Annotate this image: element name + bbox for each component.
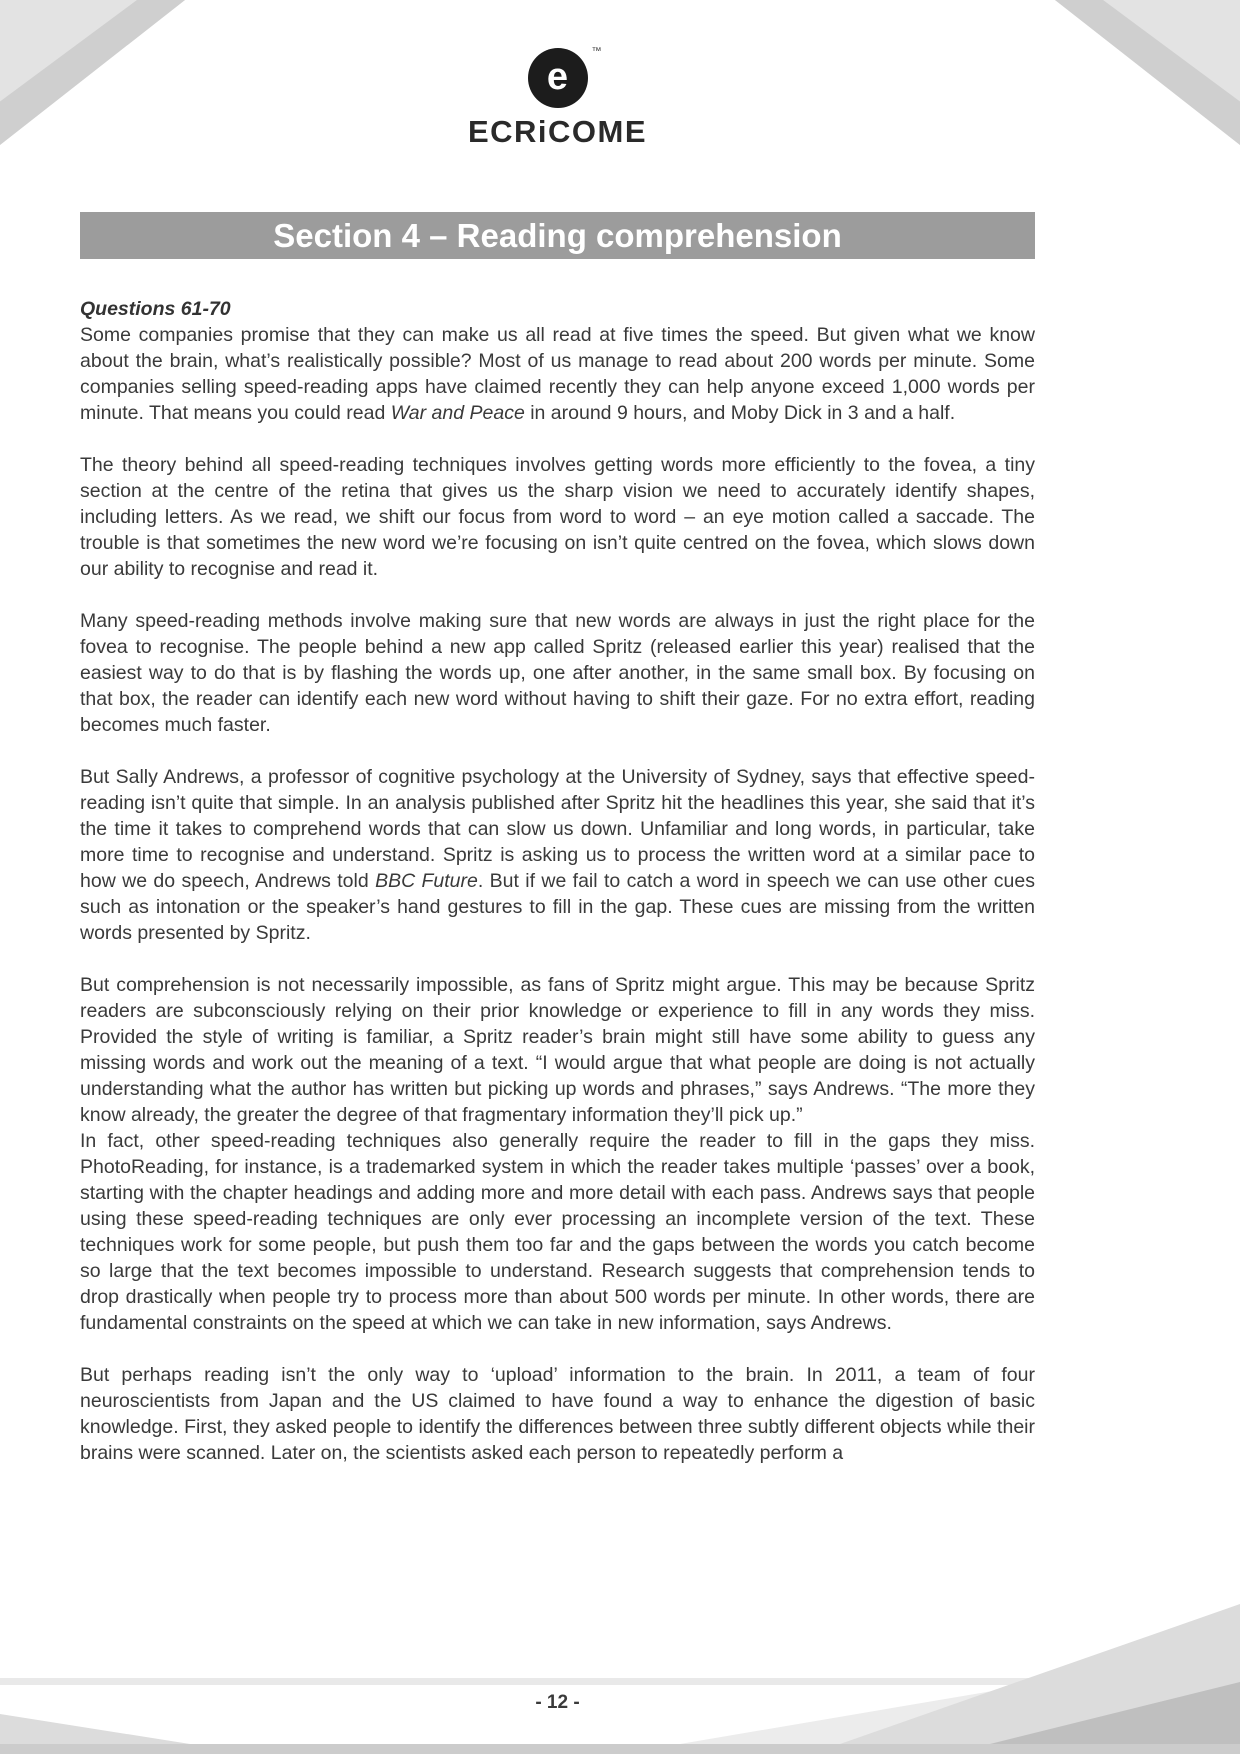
passage-paragraph: The theory behind all speed-reading techniques involves getting words more efficiently to the fovea, a tiny section at the centre of the retina that gives us the sharp vision we need to accurately identify shapes, including letters. As we read, we shift our focus from word to word – an eye motion called a saccade. The trouble is that sometimes the new word we’re focusing on isn’t quite centred on the fovea, which slows down our ability to recognise and read it.: [80, 454, 1035, 580]
passage-paragraph: But comprehension is not necessarily impossible, as fans of Spritz might argue. This may be because Spritz readers are subconsciously relying on their prior knowledge or experience to fill in any words they miss. Provided the style of writing is familiar, a Spritz reader’s brain might still have some ability to guess any missing words and work out the meaning of a text. “I would argue that what people are doing is not actually understanding what the author has written but picking up words and phrases,” says Andrews. “The more they know already, the greater the degree of that fragmentary information they’ll pick up.”: [80, 974, 1035, 1126]
questions-label: Questions 61-70: [80, 298, 231, 320]
page-number: - 12 -: [535, 1692, 580, 1713]
trademark-mark: ™: [591, 46, 602, 57]
ecricome-logo-icon: [528, 46, 602, 108]
passage-paragraph: But perhaps reading isn’t the only way to ‘upload’ information to the brain. In 2011, a team of four neuroscientists from Japan and the US claimed to have found a way to enhance the digestion of basic knowledge. First, they asked people to identify the differences between three subtly different objects while their brains were scanned. Later on, the scientists asked each person to repeatedly perform a: [80, 1364, 1035, 1464]
bottom-right-decoration-medium: [840, 1604, 1240, 1744]
passage-paragraph: Some companies promise that they can make us all read at five times the speed. But given what we know about the brain, what’s realistically possible? Most of us manage to read about 200 words per minute. Some companies selling speed-reading apps have claimed recently they can help anyone exceed 1,000 words per minute. That means you could read War and Peace in around 9 hours, and Moby Dick in 3 and a half.: [80, 324, 1035, 424]
logo-block: [80, 48, 1035, 150]
corner-stripe-top-right: [1055, 0, 1240, 145]
section-title: Section 4 – Reading comprehension: [273, 216, 842, 254]
section-banner: [80, 212, 1035, 259]
footer-divider-strip: [0, 1678, 1240, 1685]
passage-paragraph: Many speed-reading methods involve making sure that new words are always in just the right place for the fovea to recognise. The people behind a new app called Spritz (released earlier this year) realised that the easiest way to do that is by flashing the words up, one after another, in the same small box. By focusing on that box, the reader can identify each new word without having to shift their gaze. For no extra effort, reading becomes much faster.: [80, 610, 1035, 736]
passage-paragraph: In fact, other speed-reading techniques also generally require the reader to fill in the gaps they miss. PhotoReading, for instance, is a trademarked system in which the reader takes multiple ‘passes’ over a book, starting with the chapter headings and adding more and more detail with each pass. Andrews says that people using these speed-reading techniques are only ever processing an incomplete version of the text. These techniques work for some people, but push them too far and the gaps between the words you catch become so large that the text becomes impossible to understand. Research suggests that comprehension tends to drop drastically when people try to process more than about 500 words per minute. In other words, there are fundamental constraints on the speed at which we can take in new information, says Andrews.: [80, 1130, 1035, 1334]
bottom-left-decoration: [0, 1714, 190, 1744]
logo-letter: e: [546, 56, 569, 98]
passage-text: [80, 322, 1035, 1466]
bottom-edge-bar: [0, 1744, 1240, 1754]
passage-paragraph: But Sally Andrews, a professor of cognitive psychology at the University of Sydney, says that effective speed-reading isn’t quite that simple. In an analysis published after Spritz hit the headlines this year, she said that it’s the time it takes to comprehend words that can slow us down. Unfamiliar and long words, in particular, take more time to recognise and understand. Spritz is asking us to process the written word at a similar pace to how we do speech, Andrews told BBC Future. But if we fail to catch a word in speech we can use other cues such as intonation or the speaker’s hand gestures to fill in the gap. These cues are missing from the written words presented by Spritz.: [80, 766, 1035, 944]
page-footer: [80, 1692, 1035, 1714]
corner-decoration-top-right: [1055, 0, 1240, 145]
passage-content: [80, 296, 1035, 1466]
brand-wordmark: ECRiCOME: [467, 114, 648, 149]
